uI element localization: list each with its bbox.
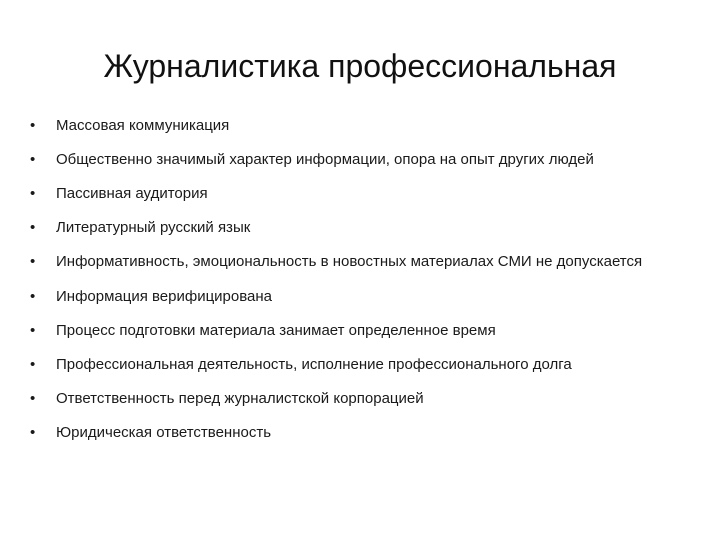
bullet-icon: • — [30, 117, 36, 134]
list-item-text: Литературный русский язык — [56, 219, 251, 236]
list-item-text: Ответственность перед журналистской корпорацией — [56, 390, 424, 407]
list-item-text: Информация верифицирована — [56, 288, 273, 305]
bullet-icon: • — [30, 322, 36, 339]
list-item-text: Общественно значимый характер информации, опора на опыт других людей — [56, 151, 594, 168]
list-item — [30, 321, 690, 340]
list-item — [30, 150, 690, 169]
bullet-list — [30, 116, 690, 457]
list-item-text: Пассивная аудитория — [56, 185, 208, 202]
list-item-text: Процесс подготовки материала занимает определенное время — [56, 322, 496, 339]
slide-title: Журналистика профессиональная — [103, 48, 617, 84]
bullet-icon: • — [30, 356, 36, 373]
bullet-icon: • — [30, 288, 36, 305]
bullet-icon: • — [30, 253, 36, 270]
list-item — [30, 355, 690, 374]
bullet-icon: • — [30, 390, 36, 407]
list-item — [30, 287, 690, 306]
list-item — [30, 218, 690, 237]
list-item-text: Юридическая ответственность — [56, 424, 272, 441]
bullet-icon: • — [30, 185, 36, 202]
list-item — [30, 389, 690, 408]
list-item — [30, 423, 690, 442]
bullet-icon: • — [30, 219, 36, 236]
bullet-icon: • — [30, 424, 36, 441]
list-item-text: Информативность, эмоциональность в новостных материалах СМИ не допускается — [56, 253, 643, 270]
bullet-icon: • — [30, 151, 36, 168]
list-item-text: Массовая коммуникация — [56, 117, 230, 134]
list-item-text: Профессиональная деятельность, исполнение профессионального долга — [56, 356, 572, 373]
list-item — [30, 116, 690, 135]
list-item — [30, 252, 690, 271]
list-item — [30, 184, 690, 203]
